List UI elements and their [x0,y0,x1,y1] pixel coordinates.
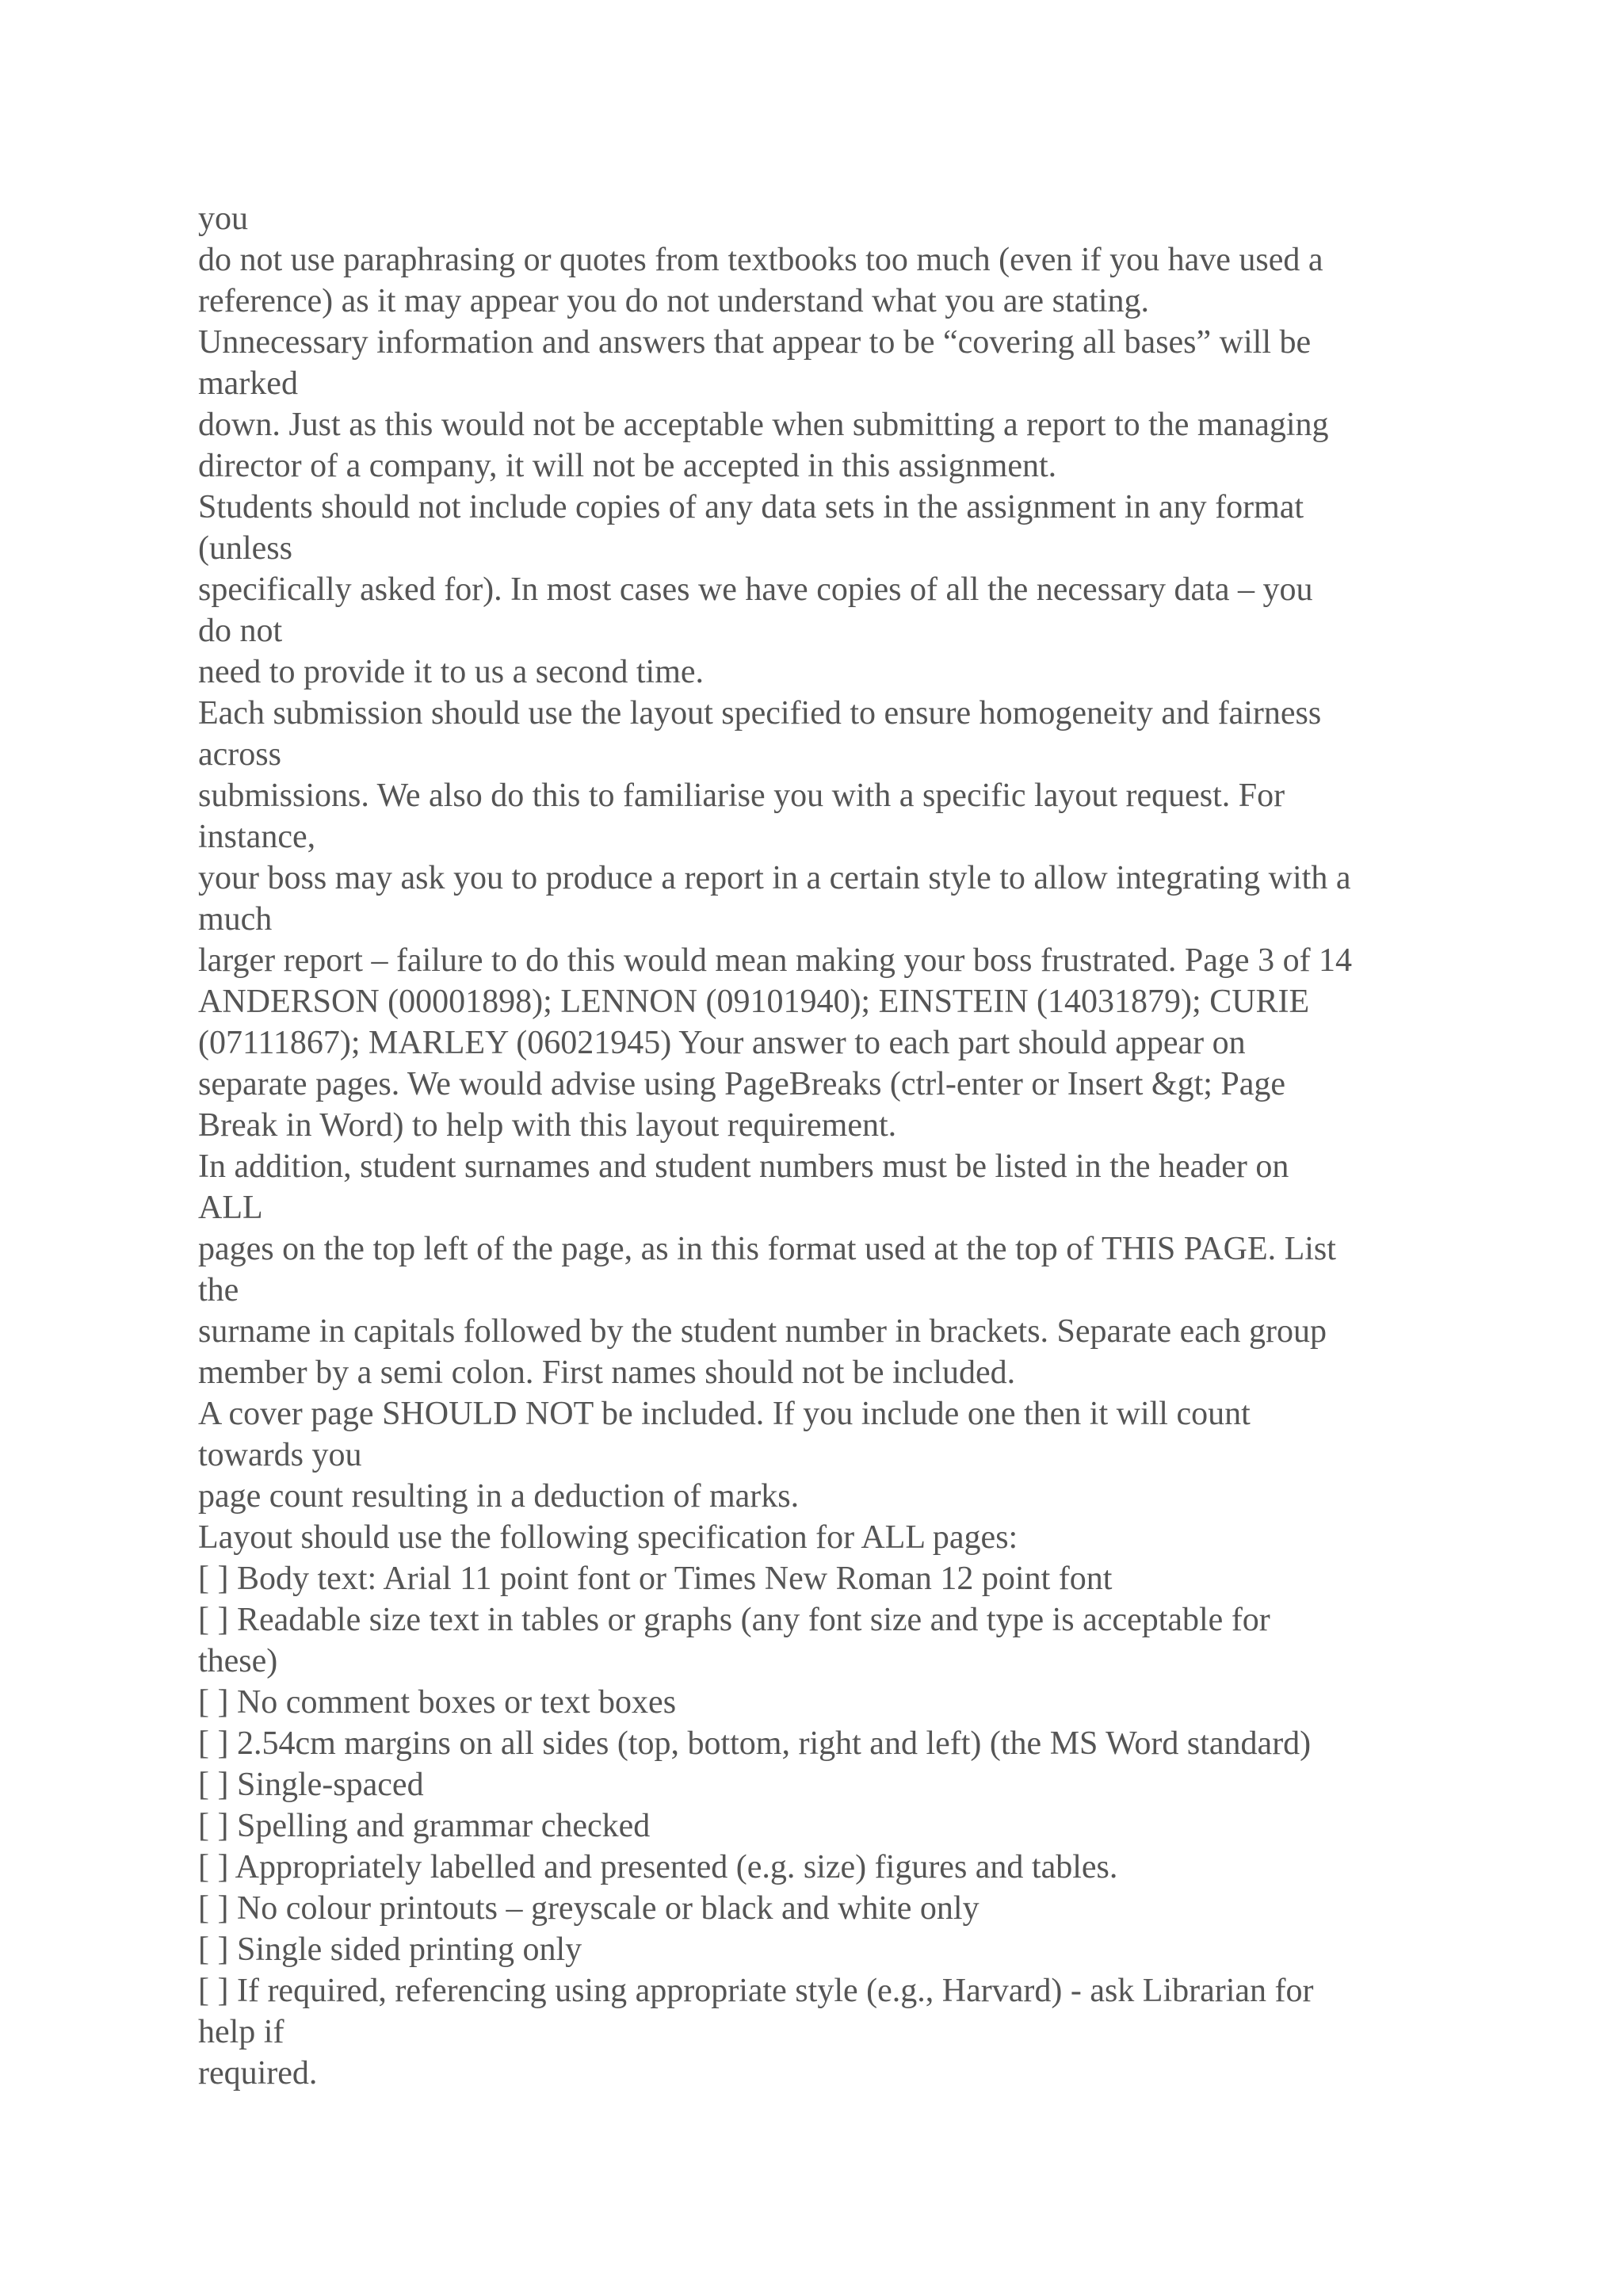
text-line: Each submission should use the layout specified to ensure homogeneity and fairness [198,695,1322,732]
text-line: In addition, student surnames and student numbers must be listed in the header on [198,1148,1289,1185]
text-line: director of a company, it will not be accepted in this assignment. [198,448,1057,484]
checklist-item: [ ] Spelling and grammar checked [198,1808,651,1844]
text-line: member by a semi colon. First names should not be included. [198,1354,1016,1391]
text-line: much [198,901,273,938]
text-line: these) [198,1643,278,1679]
text-line: you [198,201,248,237]
text-line: required. [198,2055,318,2092]
checklist-item: [ ] No colour printouts – greyscale or black and white only [198,1890,980,1927]
text-line: help if [198,2014,285,2050]
text-line: separate pages. We would advise using PageBreaks (ctrl-enter or Insert &gt; Page [198,1066,1286,1102]
text-line: (07111867); MARLEY (06021945) Your answer to each part should appear on [198,1025,1246,1061]
text-line: Students should not include copies of any data sets in the assignment in any format [198,489,1304,525]
checklist-item: [ ] Single-spaced [198,1767,424,1803]
text-line: instance, [198,819,316,855]
text-line: pages on the top left of the page, as in this format used at the top of THIS PAGE. List [198,1231,1336,1267]
text-line: A cover page SHOULD NOT be included. If you include one then it will count [198,1396,1251,1432]
text-line: marked [198,365,298,402]
text-line: towards you [198,1437,362,1473]
text-line: ANDERSON (00001898); LENNON (09101940); EINSTEIN (14031879); CURIE [198,984,1310,1020]
text-line: ALL [198,1190,263,1226]
text-line: across [198,736,281,773]
checklist-item: [ ] Appropriately labelled and presented (e.g. size) figures and tables. [198,1849,1118,1885]
text-line: the [198,1272,239,1308]
text-line: page count resulting in a deduction of marks. [198,1478,800,1515]
text-line: reference) as it may appear you do not understand what you are stating. [198,283,1150,319]
checklist-item: [ ] No comment boxes or text boxes [198,1684,677,1721]
text-line: surname in capitals followed by the student number in brackets. Separate each group [198,1313,1327,1350]
checklist-item: [ ] Single sided printing only [198,1931,582,1968]
text-line: down. Just as this would not be acceptable when submitting a report to the managing [198,407,1329,443]
checklist-item: [ ] 2.54cm margins on all sides (top, bottom, right and left) (the MS Word standard) [198,1725,1312,1762]
text-line: need to provide it to us a second time. [198,654,705,690]
text-line: submissions. We also do this to familiarise you with a specific layout request. For [198,777,1285,814]
text-line: do not [198,613,283,649]
text-line: specifically asked for). In most cases we have copies of all the necessary data – you [198,571,1313,608]
text-line: larger report – failure to do this would mean making your boss frustrated. Page 3 of 14 [198,942,1353,979]
text-line: your boss may ask you to produce a report in a certain style to allow integrating with a [198,860,1351,896]
checklist-item: [ ] Body text: Arial 11 point font or Times New Roman 12 point font [198,1561,1113,1597]
checklist-item: [ ] If required, referencing using appropriate style (e.g., Harvard) - ask Librarian for [198,1973,1314,2009]
text-line: Unnecessary information and answers that appear to be “covering all bases” will be [198,324,1312,361]
document-body [198,198,1466,2094]
checklist-item: [ ] Readable size text in tables or graphs (any font size and type is acceptable for [198,1602,1270,1638]
text-line: (unless [198,530,292,567]
text-line: do not use paraphrasing or quotes from textbooks too much (even if you have used a [198,242,1323,278]
text-line: Layout should use the following specification for ALL pages: [198,1519,1018,1556]
text-line: Break in Word) to help with this layout requirement. [198,1107,897,1144]
